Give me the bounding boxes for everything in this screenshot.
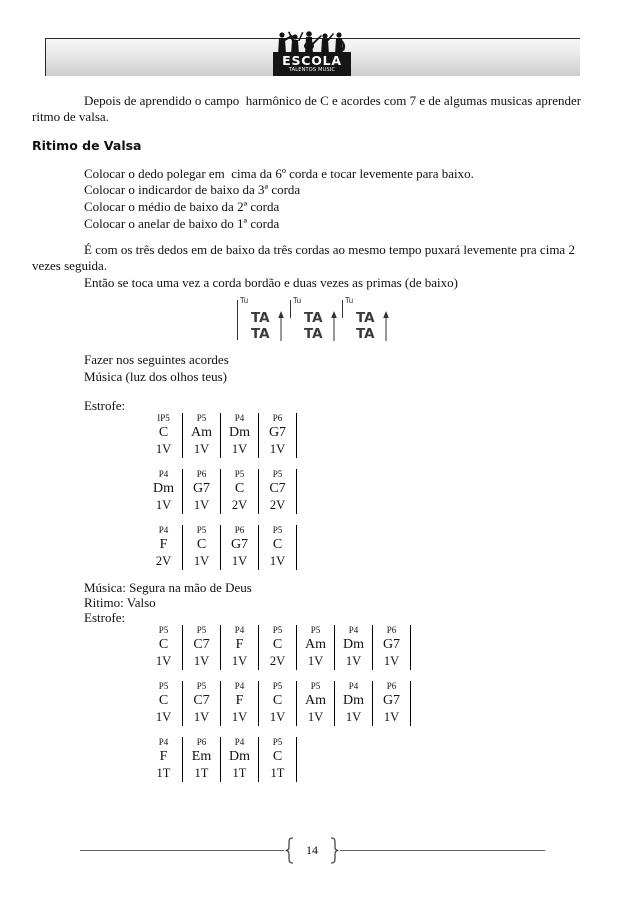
beat-tick — [237, 300, 238, 318]
strum-top-label: TA — [304, 310, 323, 326]
chord-column — [259, 413, 297, 458]
chord-name: Am — [305, 693, 326, 708]
chord-position: P5 — [272, 681, 283, 691]
chord-beats: 1V — [383, 710, 400, 724]
chord-column — [259, 681, 297, 726]
chord-block — [145, 469, 417, 514]
chord-block — [145, 737, 417, 782]
chord-position: P5 — [272, 525, 283, 535]
chord-position: P5 — [272, 469, 283, 479]
footer-rule-right — [340, 850, 545, 851]
chord-beats: 1V — [269, 442, 286, 456]
chord-position: P5 — [158, 681, 169, 691]
chord-column — [373, 625, 411, 670]
chord-beats: 1V — [383, 654, 400, 668]
chord-name: C — [158, 693, 169, 708]
beat-label: Tu — [293, 296, 302, 305]
instruction-line: Colocar o anelar de baixo do 1ª corda — [84, 216, 280, 231]
chord-column — [221, 681, 259, 726]
instruction-line: Colocar o médio de baixo da 2ª corda — [84, 199, 280, 214]
chord-position: P6 — [196, 737, 207, 747]
song-title: Música (luz dos olhos teus) — [84, 369, 227, 384]
chord-beats: 1V — [193, 442, 210, 456]
beat-tick — [342, 300, 343, 318]
chord-position: P5 — [196, 413, 207, 423]
rhythm-diagram — [232, 296, 397, 342]
chord-position: P6 — [234, 525, 245, 535]
section-label: Estrofe: — [84, 610, 126, 625]
chord-position: P6 — [386, 681, 397, 691]
chord-position: P5 — [310, 681, 321, 691]
instruction-line: Colocar o dedo polegar em cima da 6º corda e tocar levemente para baixo. — [84, 166, 474, 181]
strum-bottom-label: TA — [251, 326, 270, 342]
explanation-line: É com os três dedos em de baixo da três cordas ao mesmo tempo puxará levemente pra cima 2 — [84, 242, 575, 257]
page-number: 14 — [306, 843, 318, 857]
chord-position: P5 — [196, 525, 207, 535]
chord-position: P5 — [196, 681, 207, 691]
beat-label: Tu — [345, 296, 354, 305]
chord-name: F — [235, 693, 244, 708]
chord-beats: 1V — [155, 654, 172, 668]
explanation-line: Então se toca uma vez a corda bordão e duas vezes as primas (de baixo) — [84, 275, 458, 290]
chord-beats: 1V — [155, 710, 172, 724]
chord-beats: 2V — [269, 654, 286, 668]
chord-block — [145, 413, 417, 458]
strum-bottom-label: TA — [304, 326, 323, 342]
chord-column — [221, 469, 259, 514]
chord-column — [145, 469, 183, 514]
chord-beats: 1V — [193, 554, 210, 568]
chord-beats: 1T — [232, 766, 247, 780]
chord-name: G7 — [382, 637, 401, 652]
chord-column — [221, 413, 259, 458]
song-title: Música: Segura na mão de Deus — [84, 580, 252, 595]
chord-name: C — [272, 693, 283, 708]
intro-line: Depois de aprendido o campo harmônico de C e acordes com 7 e de algumas musicas aprender — [84, 93, 582, 108]
chord-name: C — [158, 425, 169, 440]
chord-beats: 1V — [155, 498, 172, 512]
chord-column — [259, 469, 297, 514]
footer-rule-left — [80, 850, 284, 851]
chord-name: C7 — [269, 481, 286, 496]
chord-name: Dm — [229, 425, 250, 440]
chord-column — [221, 737, 259, 782]
chord-beats: 2V — [269, 498, 286, 512]
chord-column — [221, 525, 259, 570]
chord-name: Am — [191, 425, 212, 440]
chord-beats: 1T — [156, 766, 171, 780]
chord-column — [183, 737, 221, 782]
section-title: Ritimo de Valsa — [32, 138, 142, 153]
chord-position: P5 — [272, 737, 283, 747]
chord-name: G7 — [192, 481, 211, 496]
chord-column — [335, 681, 373, 726]
chord-column — [145, 737, 183, 782]
up-arrow-icon — [330, 311, 338, 341]
chord-column — [259, 525, 297, 570]
chord-block — [145, 525, 417, 570]
chord-beats: 1V — [193, 654, 210, 668]
logo-title: ESCOLA — [282, 53, 342, 68]
chord-name: C7 — [193, 637, 210, 652]
chord-column — [259, 625, 297, 670]
chord-position: P6 — [272, 413, 283, 423]
chord-name: C — [272, 537, 283, 552]
rhythm-group — [293, 296, 343, 342]
chord-position: P4 — [234, 737, 245, 747]
chord-beats: 1T — [194, 766, 209, 780]
chord-name: Dm — [343, 693, 364, 708]
chord-position: P4 — [158, 737, 169, 747]
chord-name: F — [159, 537, 168, 552]
chord-position: P4 — [234, 625, 245, 635]
chord-table — [145, 625, 417, 785]
chord-beats: 1V — [269, 554, 286, 568]
right-brace-icon — [330, 837, 340, 864]
song-rhythm: Ritimo: Valso — [84, 595, 156, 610]
chord-position: P4 — [234, 681, 245, 691]
chord-position: P5 — [272, 625, 283, 635]
chord-beats: 1V — [193, 498, 210, 512]
chord-name: Dm — [343, 637, 364, 652]
section-label: Estrofe: — [84, 398, 126, 413]
chord-position: P4 — [158, 469, 169, 479]
chord-position: P4 — [234, 413, 245, 423]
up-arrow-icon — [277, 311, 285, 341]
chord-beats: 2V — [231, 498, 248, 512]
chord-position: P4 — [348, 681, 359, 691]
chord-column — [335, 625, 373, 670]
up-arrow-icon — [382, 311, 390, 341]
chord-name: C — [158, 637, 169, 652]
chord-name: F — [235, 637, 244, 652]
chord-table — [145, 413, 417, 573]
strum-bottom-label: TA — [356, 326, 375, 342]
chord-name: C — [196, 537, 207, 552]
explanation-line: vezes seguida. — [32, 258, 108, 273]
chord-position: P6 — [386, 625, 397, 635]
logo-box — [273, 52, 351, 76]
chord-position: P5 — [196, 625, 207, 635]
chord-column — [221, 625, 259, 670]
chord-beats: 1V — [193, 710, 210, 724]
chord-position: P5 — [310, 625, 321, 635]
chord-column — [183, 625, 221, 670]
chord-beats: 1T — [270, 766, 285, 780]
chord-column — [145, 525, 183, 570]
left-brace-icon — [284, 837, 294, 864]
chord-name: C — [272, 749, 283, 764]
song-intro-line: Fazer nos seguintes acordes — [84, 352, 229, 367]
chord-beats: 1V — [307, 710, 324, 724]
rhythm-group — [240, 296, 290, 342]
chord-beats: 1V — [231, 710, 248, 724]
chord-column — [183, 681, 221, 726]
chord-column — [183, 413, 221, 458]
chord-name: Dm — [153, 481, 174, 496]
chord-column — [297, 681, 335, 726]
chord-name: Am — [305, 637, 326, 652]
chord-block — [145, 681, 417, 726]
chord-position: P4 — [348, 625, 359, 635]
chord-column — [183, 525, 221, 570]
chord-column — [145, 625, 183, 670]
chord-name: G7 — [382, 693, 401, 708]
strum-top-label: TA — [251, 310, 270, 326]
chord-name: C7 — [193, 693, 210, 708]
strum-top-label: TA — [356, 310, 375, 326]
chord-name: C — [272, 637, 283, 652]
chord-beats: 1V — [269, 710, 286, 724]
chord-name: F — [159, 749, 168, 764]
chord-name: G7 — [230, 537, 249, 552]
chord-beats: 2V — [155, 554, 172, 568]
chord-name: Dm — [229, 749, 250, 764]
chord-beats: 1V — [231, 554, 248, 568]
chord-position: IP5 — [157, 413, 170, 423]
rhythm-group — [345, 296, 395, 342]
chord-block — [145, 625, 417, 670]
chord-beats: 1V — [345, 710, 362, 724]
chord-position: P5 — [158, 625, 169, 635]
chord-column — [145, 413, 183, 458]
chord-position: P5 — [234, 469, 245, 479]
chord-beats: 1V — [231, 442, 248, 456]
logo-subtitle: TALENTOS MUSIC — [288, 67, 336, 73]
chord-name: Em — [191, 749, 212, 764]
chord-beats: 1V — [231, 654, 248, 668]
beat-tick — [290, 300, 291, 318]
instruction-line: Colocar o indicardor de baixo da 3ª corda — [84, 182, 301, 197]
chord-beats: 1V — [155, 442, 172, 456]
chord-column — [145, 681, 183, 726]
intro-line: ritmo de valsa. — [32, 109, 109, 124]
school-logo — [273, 29, 351, 77]
chord-beats: 1V — [345, 654, 362, 668]
chord-name: C — [234, 481, 245, 496]
chord-beats: 1V — [307, 654, 324, 668]
chord-column — [297, 625, 335, 670]
chord-position: P4 — [158, 525, 169, 535]
chord-column — [183, 469, 221, 514]
chord-name: G7 — [268, 425, 287, 440]
chord-column — [373, 681, 411, 726]
chord-position: P6 — [196, 469, 207, 479]
beat-label: Tu — [240, 296, 249, 305]
chord-column — [259, 737, 297, 782]
